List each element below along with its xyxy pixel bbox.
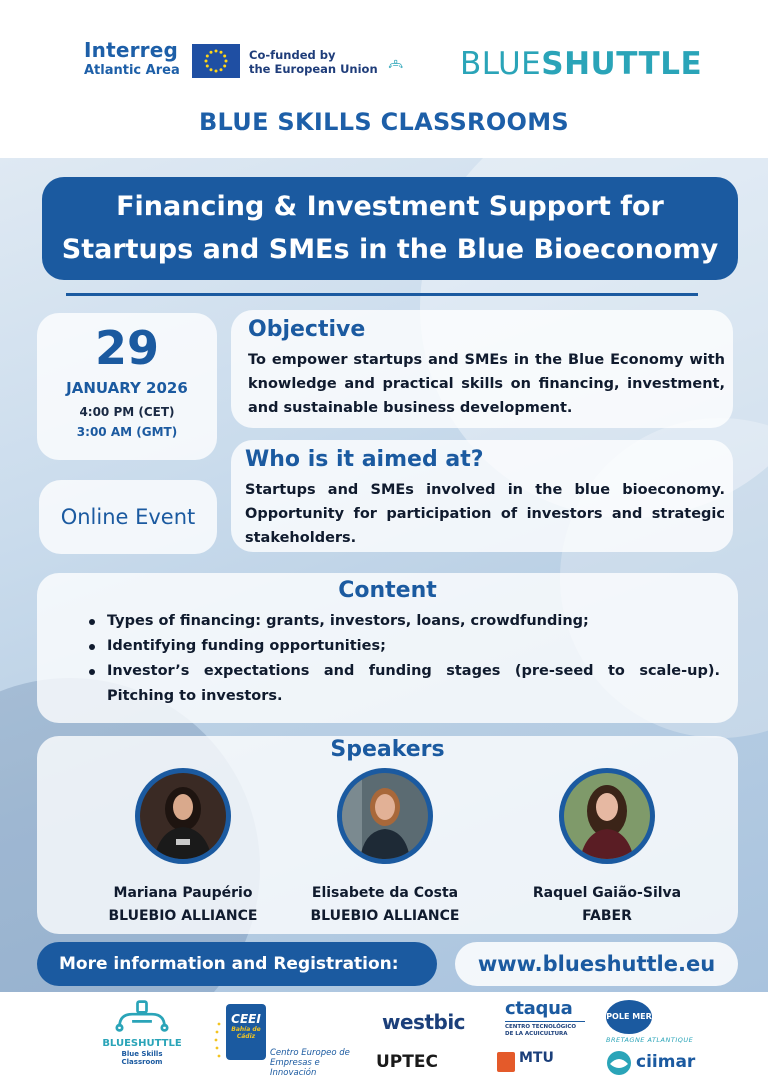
header bbox=[0, 0, 768, 158]
title-line2: Startups and SMEs in the Blue Bioeconomy bbox=[61, 234, 719, 265]
interreg-title: Interreg bbox=[84, 38, 179, 62]
speaker bbox=[83, 768, 283, 928]
speaker bbox=[285, 768, 485, 928]
date-card bbox=[37, 313, 217, 460]
speakers-heading: Speakers bbox=[330, 737, 445, 762]
event-time-cet: 4:00 PM (CET) bbox=[79, 405, 175, 419]
audience-card bbox=[231, 440, 733, 552]
speaker-org: FABER bbox=[582, 908, 632, 924]
interreg-subtitle: Atlantic Area bbox=[84, 63, 180, 78]
speaker-photo bbox=[342, 773, 428, 859]
objective-card bbox=[231, 310, 733, 428]
cofunded-text bbox=[249, 48, 378, 76]
eu-flag-icon bbox=[192, 44, 240, 78]
ceei-mark bbox=[226, 1004, 266, 1060]
polemer-logo bbox=[606, 1000, 706, 1044]
ctaqua-caption bbox=[505, 1021, 585, 1038]
divider bbox=[66, 293, 698, 296]
event-time-gmt: 3:00 AM (GMT) bbox=[76, 425, 178, 439]
footer-blueshuttle-shuttle: SHUTTLE bbox=[130, 1038, 182, 1049]
cofunded-line1: Co-funded by bbox=[249, 48, 336, 62]
event-month: JANUARY 2026 bbox=[66, 379, 188, 397]
ciimar-name: ciimar bbox=[636, 1052, 696, 1072]
event-title bbox=[42, 177, 738, 280]
content-list bbox=[87, 609, 720, 709]
speaker bbox=[507, 768, 707, 928]
mtu-name: MTU bbox=[519, 1050, 554, 1066]
ceei-line2: Empresas e Innovación bbox=[270, 1058, 320, 1078]
blueshuttle-word-blue: BLUE bbox=[460, 46, 542, 82]
content-card bbox=[37, 573, 738, 723]
speaker-photo bbox=[140, 773, 226, 859]
registration-link[interactable]: www.blueshuttle.eu bbox=[455, 942, 738, 986]
speaker-name: Elisabete da Costa bbox=[311, 885, 459, 901]
partner-logos bbox=[0, 992, 768, 1086]
ciimar-icon bbox=[606, 1050, 632, 1076]
blueshuttle-shuttle-icon bbox=[388, 44, 458, 84]
blueshuttle-footer-logo bbox=[102, 998, 182, 1076]
speaker-name: Mariana Paupério bbox=[113, 885, 253, 901]
interreg-logo bbox=[84, 40, 180, 77]
list-item: Investor’s expectations and funding stages (pre-seed to scale-up). Pitching to investors. bbox=[87, 659, 720, 709]
objective-heading: Objective bbox=[248, 317, 366, 342]
footer-blueshuttle-sub: Blue Skills Classroom bbox=[121, 1050, 163, 1066]
footer-blueshuttle-name bbox=[102, 1038, 182, 1050]
footer-blueshuttle-blue: BLUE bbox=[102, 1038, 131, 1049]
mtu-mark-icon bbox=[497, 1052, 515, 1072]
content-heading: Content bbox=[338, 578, 437, 603]
blueshuttle-wordmark bbox=[460, 44, 702, 84]
ceei-sub: Bahía de Cádiz bbox=[231, 1026, 261, 1040]
event-day: 29 bbox=[94, 321, 159, 375]
event-format: Online Event bbox=[39, 480, 217, 554]
ctaqua-logo bbox=[505, 998, 585, 1038]
ctaqua-line2: DE LA ACUICULTURA bbox=[505, 1031, 568, 1037]
polemer-mark: POLE MER bbox=[606, 1000, 652, 1034]
speakers-card bbox=[37, 736, 738, 934]
speaker-name: Raquel Gaião-Silva bbox=[532, 885, 682, 901]
blueshuttle-word-shuttle: SHUTTLE bbox=[541, 46, 703, 82]
objective-text: To empower startups and SMEs in the Blue Economy with knowledge and practical skills on financing, investment, and sustainable business development. bbox=[248, 352, 725, 416]
ctaqua-name: ctaqua bbox=[505, 998, 573, 1019]
speaker-photo-frame bbox=[559, 768, 655, 864]
speaker-photo bbox=[564, 773, 650, 859]
speaker-org: BLUEBIO ALLIANCE bbox=[310, 908, 460, 924]
speaker-photo-frame bbox=[337, 768, 433, 864]
ceei-logo bbox=[214, 1004, 364, 1076]
speaker-photo-frame bbox=[135, 768, 231, 864]
registration-label: More information and Registration: bbox=[37, 942, 437, 986]
ceei-line1: Centro Europeo de bbox=[270, 1048, 350, 1058]
ciimar-logo bbox=[606, 1050, 706, 1078]
audience-heading: Who is it aimed at? bbox=[245, 447, 484, 472]
list-item: Types of financing: grants, investors, loans, crowdfunding; bbox=[87, 609, 720, 634]
ctaqua-line1: CENTRO TECNOLÓGICO bbox=[505, 1024, 577, 1030]
ceei-caption bbox=[270, 1048, 364, 1078]
cofunded-line2: the European Union bbox=[249, 62, 378, 76]
shuttle-icon bbox=[112, 998, 172, 1034]
ceei-stars-icon bbox=[214, 1020, 224, 1060]
speaker-org: BLUEBIO ALLIANCE bbox=[108, 908, 258, 924]
list-item: Identifying funding opportunities; bbox=[87, 634, 720, 659]
westbic-logo: westbic bbox=[382, 1010, 466, 1034]
program-title: BLUE SKILLS CLASSROOMS bbox=[198, 108, 570, 136]
polemer-sub: BRETAGNE ATLANTIQUE bbox=[606, 1036, 694, 1044]
ceei-short: CEEI bbox=[231, 1012, 261, 1026]
uptec-logo: UPTEC bbox=[376, 1052, 438, 1072]
audience-text: Startups and SMEs involved in the blue bioeconomy. Opportunity for participation of investors and strategic stakeholders. bbox=[245, 482, 725, 546]
mtu-logo bbox=[497, 1050, 587, 1076]
title-line1: Financing & Investment Support for bbox=[116, 191, 664, 222]
